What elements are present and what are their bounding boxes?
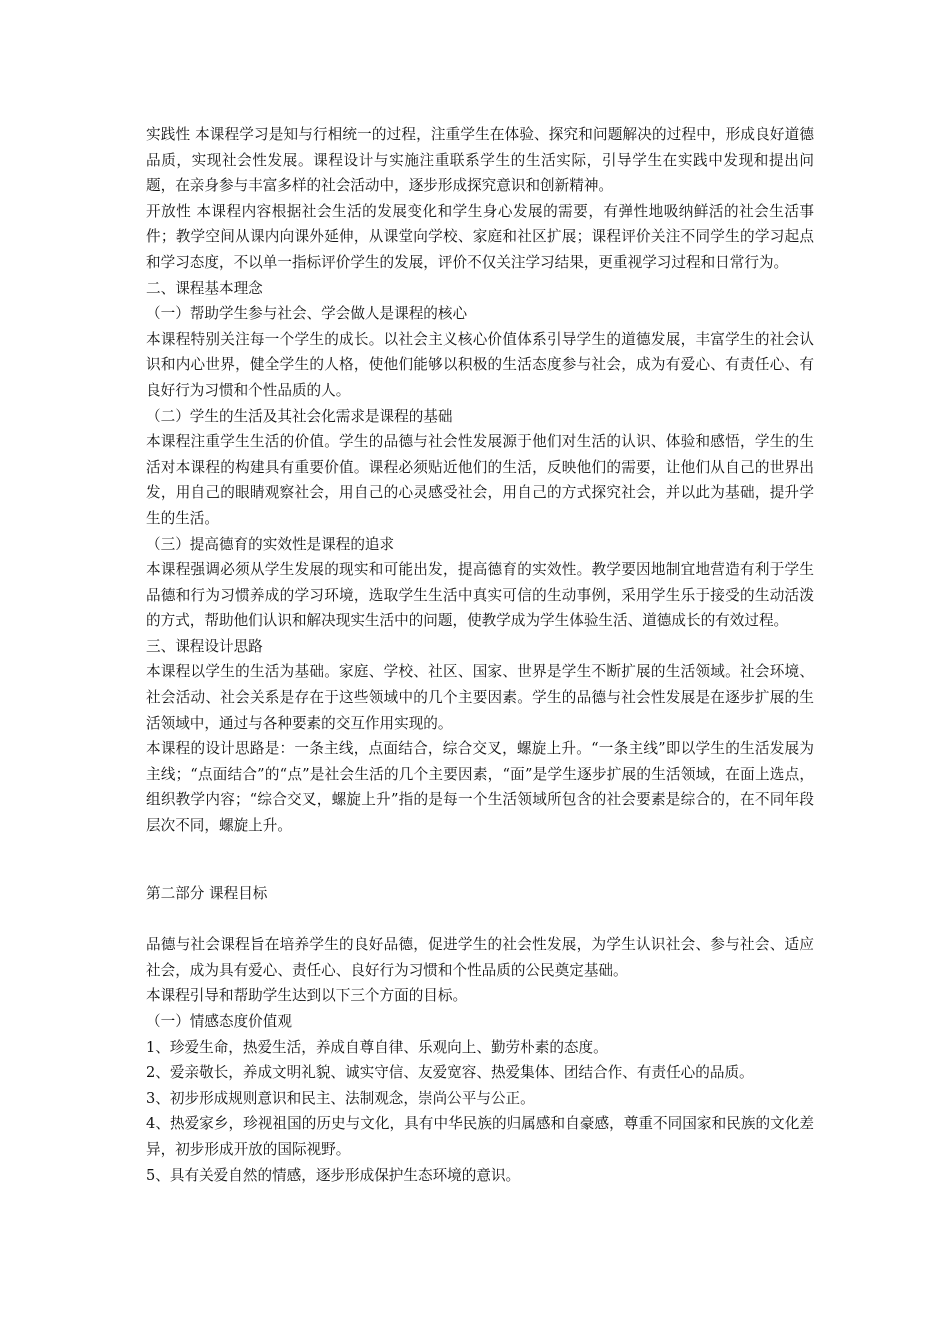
subheading-pursuit: （三）提高德育的实效性是课程的追求 [146, 535, 395, 553]
subheading-core: （一）帮助学生参与社会、学会做人是课程的核心 [146, 305, 468, 323]
paragraph-core: 本课程特别关注每一个学生的成长。以社会主义核心价值体系引导学生的道德发展，丰富学生的社会认识和内心世界，健全学生的人格，使他们能够以积极的生活态度参与社会，成为有爱心、有责任心、有良好行为习惯和个性品质的人。 [146, 330, 814, 399]
section-spacer [146, 906, 814, 932]
paragraph-practicality: 实践性 本课程学习是知与行相统一的过程，注重学生在体验、探究和问题解决的过程中，形成良好道德品质，实现社会性发展。课程设计与实施注重联系学生的生活实际，引导学生在实践中发现和提出问题，在亲身参与丰富多样的社会活动中，逐步形成探究意识和创新精神。 [146, 126, 814, 195]
subheading-emotional-values: （一）情感态度价值观 [146, 1013, 292, 1030]
goal-item-3: 3、初步形成规则意识和民主、法制观念，崇尚公平与公正。 [146, 1089, 535, 1107]
paragraph-pursuit: 本课程强调必须从学生发展的现实和可能出发，提高德育的实效性。教学要因地制宜地营造有利于学生品德和行为习惯养成的学习环境，选取学生生活中真实可信的生动事例，采用学生乐于接受的生动活泼的方式，帮助他们认识和解决现实生活中的问题，使教学成为学生体验生活、道德成长的有效过程。 [146, 561, 814, 630]
subheading-foundation: （二）学生的生活及其社会化需求是课程的基础 [146, 407, 453, 425]
paragraph-goals-intro: 品德与社会课程旨在培养学生的良好品德，促进学生的社会性发展，为学生认识社会、参与社会、适应社会，成为具有爱心、责任心、良好行为习惯和个性品质的公民奠定基础。 [146, 936, 814, 979]
section-spacer [146, 839, 814, 881]
document-page [146, 122, 814, 1188]
goal-item-1: 1、珍爱生命，热爱生活，养成自尊自律、乐观向上、勤劳朴素的态度。 [146, 1038, 608, 1056]
goal-item-5: 5、具有关爱自然的情感，逐步形成保护生态环境的意识。 [146, 1166, 521, 1184]
part-heading-course-goals: 第二部分 课程目标 [146, 884, 268, 902]
paragraph-design-basis: 本课程以学生的生活为基础。家庭、学校、社区、国家、世界是学生不断扩展的生活领域。社会环境、社会活动、社会关系是存在于这些领域中的几个主要因素。学生的品德与社会性发展是在逐步扩展的生活领域中，通过与各种要素的交互作用实现的。 [146, 663, 814, 732]
paragraph-openness: 开放性 本课程内容根据社会生活的发展变化和学生身心发展的需要，有弹性地吸纳鲜活的社会生活事件；教学空间从课内向课外延伸，从课堂向学校、家庭和社区扩展；课程评价关注不同学生的学习起点和学习态度，不以单一指标评价学生的发展，评价不仅关注学习结果，更重视学习过程和日常行为。 [146, 202, 814, 271]
paragraph-goals-three-aspects: 本课程引导和帮助学生达到以下三个方面的目标。 [146, 987, 468, 1005]
section-heading-design-ideas: 三、课程设计思路 [146, 637, 263, 655]
paragraph-design-approach: 本课程的设计思路是：一条主线，点面结合，综合交叉，螺旋上升。“一条主线”即以学生的生活发展为主线；“点面结合”的“点”是社会生活的几个主要因素，“面”是学生逐步扩展的生活领域，在面上选点，组织教学内容；“综合交叉，螺旋上升”指的是每一个生活领域所包含的社会要素是综合的，在不同年段层次不同，螺旋上升。 [146, 740, 814, 835]
goal-item-2: 2、爱亲敬长，养成文明礼貌、诚实守信、友爱宽容、热爱集体、团结合作、有责任心的品质。 [146, 1064, 754, 1082]
goal-item-4: 4、热爱家乡，珍视祖国的历史与文化，具有中华民族的归属感和自豪感，尊重不同国家和民族的文化差异，初步形成开放的国际视野。 [146, 1115, 814, 1158]
section-heading-basic-concepts: 二、课程基本理念 [146, 279, 263, 297]
paragraph-foundation: 本课程注重学生生活的价值。学生的品德与社会性发展源于他们对生活的认识、体验和感悟，学生的生活对本课程的构建具有重要价值。课程必须贴近他们的生活，反映他们的需要，让他们从自己的世界出发，用自己的眼睛观察社会，用自己的心灵感受社会，用自己的方式探究社会，并以此为基础，提升学生的生活。 [146, 433, 814, 527]
